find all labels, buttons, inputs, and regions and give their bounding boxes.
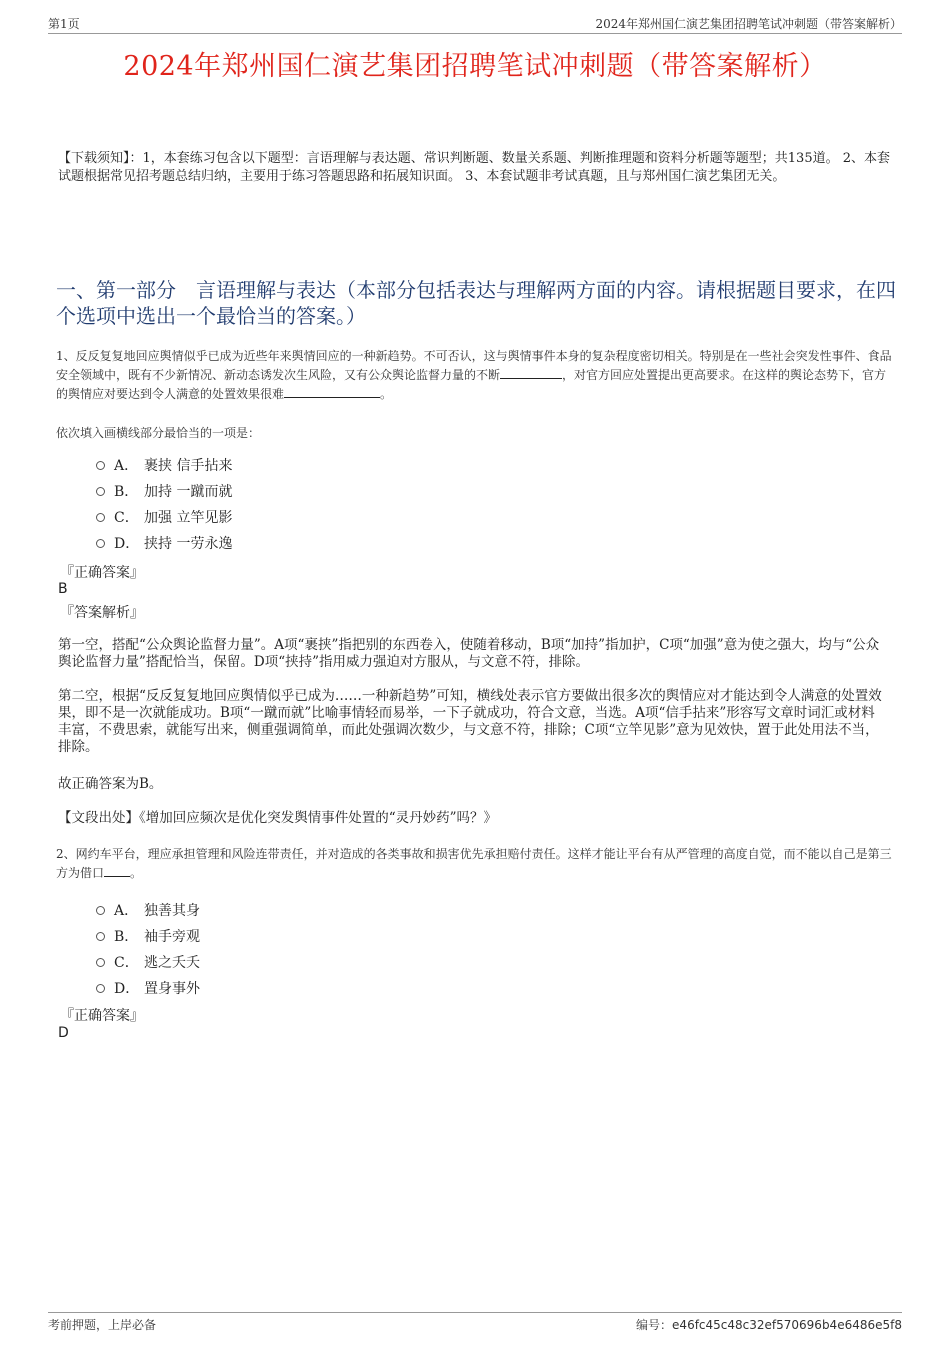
radio-icon[interactable] [96,906,105,915]
page-header [48,15,902,34]
blank-2 [284,385,380,398]
radio-icon[interactable] [96,932,105,941]
question-1-hint: 依次填入画横线部分最恰当的一项是： [56,426,261,440]
question-2-options [96,897,200,1001]
blank-1 [500,366,562,379]
analysis-label: 『答案解析』 [60,605,144,621]
radio-icon[interactable] [96,984,105,993]
header-doc-title: 2024年郑州国仁演艺集团招聘笔试冲刺题（带答案解析） [595,17,902,31]
page-footer [48,1312,902,1333]
analysis-source: 【文段出处】《增加回应频次是优化突发舆情事件处置的“灵丹妙药”吗？》 [58,810,498,826]
analysis-paragraph-1: 第一空，搭配“公众舆论监督力量”。A项“裹挟”指把别的东西卷入，使随着移动，B项“加持”指加护，C项“加强”意为使之强大，均与“公众舆论监督力量”搭配恰当，保留。D项“挟持”指用威力强迫对方服从，与文意不符，排除。 [58,637,880,670]
option-c[interactable]: C． 加强 立竿见影 [96,504,232,530]
answer-label: 『正确答案』 [60,565,144,581]
option-b[interactable]: B． 袖手旁观 [96,923,200,949]
page-number: 第1页 [48,17,80,31]
answer-value: D [58,1025,69,1041]
option-d[interactable]: D． 挟持 一劳永逸 [96,530,232,556]
option-a[interactable]: A． 裹挟 信手拈来 [96,452,232,478]
download-notice: 【下载须知】：1，本套练习包含以下题型：言语理解与表达题、常识判断题、数量关系题、判断推理题和资料分析题等题型；共135道。 2、本套试题根据常见招考题总结归纳，主要用于练习答题思路和拓展知识面。 3、本套试题非考试真题，且与郑州国仁演艺集团无关。 [58,151,890,184]
question-1-text-a: 1、反反复复地回应舆情似乎已成为近些年来舆情回应的一种新趋势。不可否认，这与舆情事件本身的复杂程度密切相关。特别是在一些社会突发性事件、食品安全领域中，既有不少新情况、新动态诱发次生风险，又有公众舆论监督力量的不断 [56,349,892,382]
footer-code-label: 编号： [636,1318,673,1332]
document-title: 2024年郑州国仁演艺集团招聘笔试冲刺题（带答案解析） [123,51,827,82]
radio-icon[interactable] [96,487,105,496]
radio-icon[interactable] [96,461,105,470]
footer-code-value: e46fc45c48c32ef570696b4e6486e5f8 [672,1318,902,1332]
analysis-paragraph-2: 第二空，根据“反反复复地回应舆情似乎已成为……一种新趋势”可知，横线处表示官方要做出很多次的舆情应对才能达到令人满意的处置效果，即不是一次就能成功。B项“一蹴而就”比喻事情轻而易举，一下子就成功，符合文意，当选。A项“信手拈来”形容写文章时词汇或材料丰富，不费思索，就能写出来，侧重强调简单，而此处强调次数少，与文意不符，排除；C项“立竿见影”意为见效快，置于此处用法不当，排除。 [58,688,882,755]
answer-value: B [58,581,68,597]
option-d[interactable]: D． 置身事外 [96,975,200,1001]
question-2-text [56,845,898,883]
footer-code [636,1316,902,1333]
radio-icon[interactable] [96,958,105,967]
analysis-conclusion: 故正确答案为B。 [58,776,163,792]
footer-slogan: 考前押题，上岸必备 [48,1318,157,1332]
option-c[interactable]: C． 逃之夭夭 [96,949,200,975]
question-1-text-c: 。 [380,387,393,401]
question-1-text-b: ，对官方回应处置提出更高要求。在这样的舆论态势下，官方的舆情应对要达到令人满意的处置效果很难 [56,368,887,401]
question-2-text-a: 2、网约车平台，理应承担管理和风险连带责任，并对造成的各类事故和损害优先承担赔付责任。这样才能让平台有从严管理的高度自觉，而不能以自己是第三方为借口 [56,847,892,880]
blank-3 [104,864,130,877]
section-title: 一、第一部分 言语理解与表达（本部分包括表达与理解两方面的内容。请根据题目要求，在四个选项中选出一个最恰当的答案。） [56,278,896,328]
option-b[interactable]: B． 加持 一蹴而就 [96,478,232,504]
answer-label: 『正确答案』 [60,1008,144,1024]
question-1-text [56,347,898,404]
option-a[interactable]: A． 独善其身 [96,897,200,923]
question-2-text-b: 。 [130,866,143,880]
radio-icon[interactable] [96,539,105,548]
radio-icon[interactable] [96,513,105,522]
question-1-options [96,452,232,556]
